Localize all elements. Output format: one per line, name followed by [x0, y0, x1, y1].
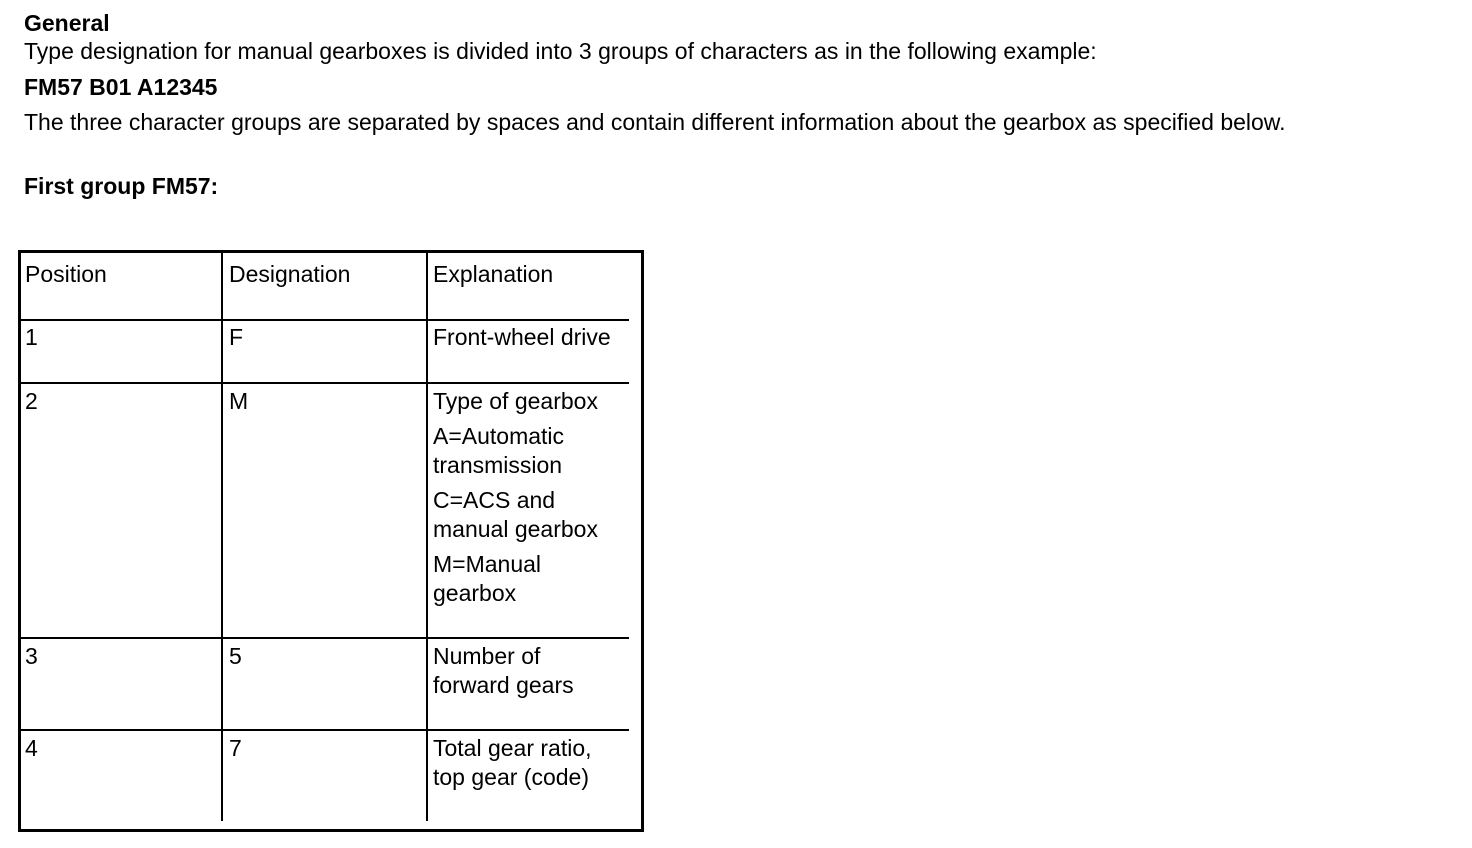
table-row-divider [21, 319, 629, 321]
description-text: The three character groups are separated by spaces and contain different information about the gearbox as specified below. [24, 109, 1286, 135]
row-1-position: 1 [25, 324, 38, 350]
header-designation: Designation [229, 261, 351, 287]
example-code: FM57 B01 A12345 [24, 74, 218, 100]
row-1-designation: F [229, 324, 244, 350]
row-4-designation: 7 [229, 735, 242, 761]
table-row-divider [21, 729, 629, 731]
group-title: First group FM57: [24, 173, 219, 199]
row-1-explanation [433, 323, 611, 352]
explanation-paragraph: A=Automatic transmission [433, 423, 565, 478]
designation-table [18, 250, 644, 832]
table-column-divider [426, 253, 428, 821]
row-3-explanation [433, 642, 574, 700]
row-2-position: 2 [25, 388, 38, 414]
row-2-designation: M [229, 388, 249, 414]
explanation-paragraph: M=Manual gearbox [433, 551, 542, 606]
row-3-position: 3 [25, 643, 38, 669]
row-3-designation: 5 [229, 643, 242, 669]
explanation-paragraph: Number of forward gears [433, 643, 574, 698]
explanation-paragraph: Front-wheel drive [433, 324, 611, 350]
section-heading: General [24, 10, 110, 36]
table-row-divider [21, 637, 629, 639]
table-row-divider [21, 382, 629, 384]
row-4-position: 4 [25, 735, 38, 761]
header-explanation: Explanation [433, 261, 554, 287]
explanation-paragraph: Total gear ratio, top gear (code) [433, 735, 592, 790]
header-position: Position [25, 261, 107, 287]
row-4-explanation [433, 734, 592, 792]
explanation-paragraph: C=ACS and manual gearbox [433, 487, 598, 542]
row-2-explanation [433, 387, 598, 608]
explanation-paragraph: Type of gearbox [433, 388, 598, 414]
table-column-divider [221, 253, 223, 821]
intro-text: Type designation for manual gearboxes is divided into 3 groups of characters as in the following example: [24, 38, 1097, 64]
